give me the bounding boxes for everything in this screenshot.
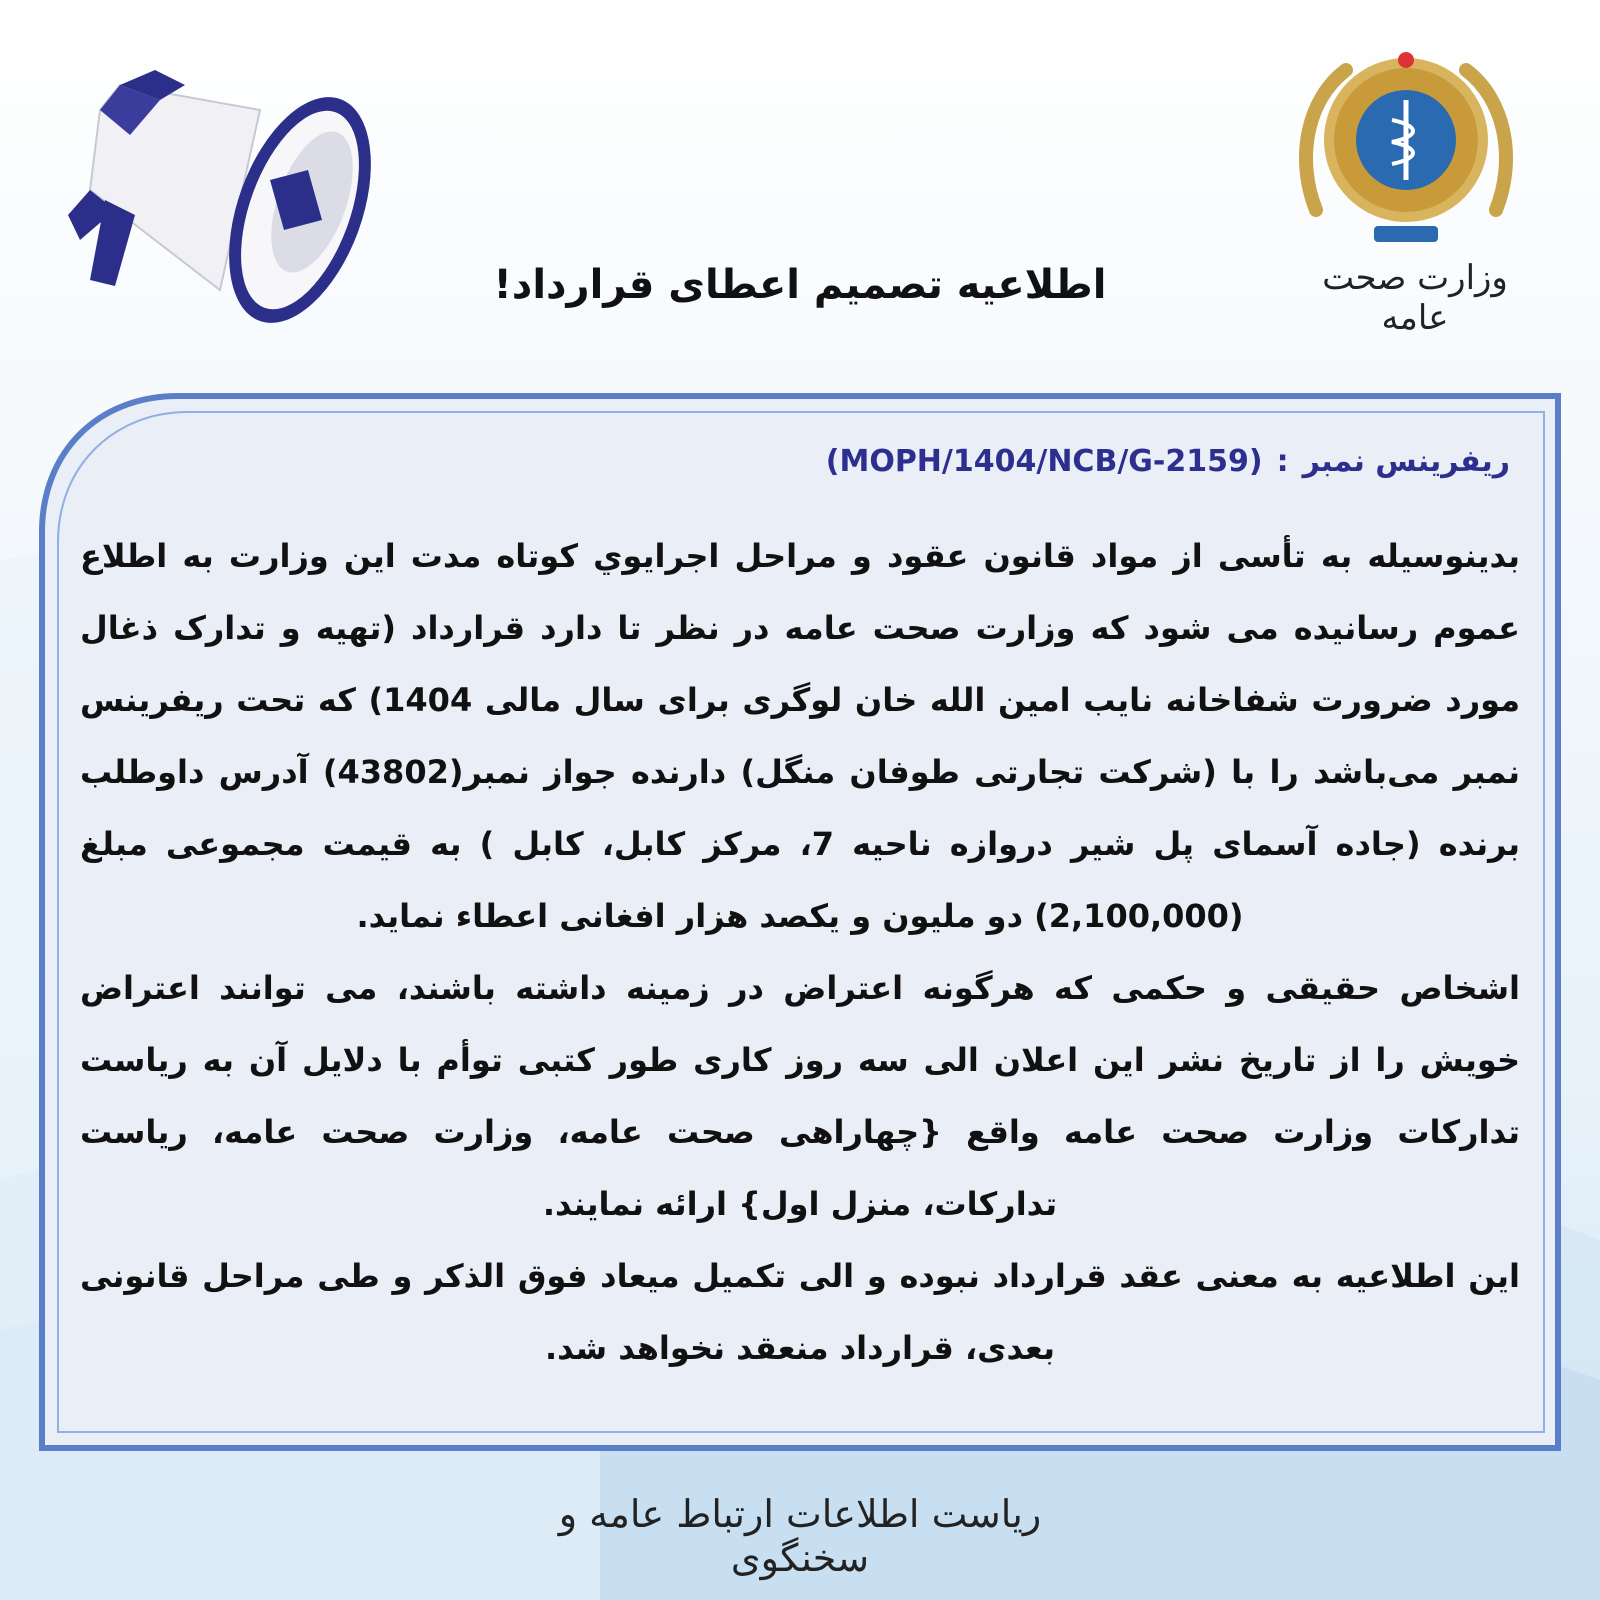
- notice-paragraph: اشخاص حقیقی و حکمی که هرگونه اعتراض در زمینه داشته باشند، می توانند اعتراض خویش را از تاریخ نشر این اعلان الی سه روز کاری طور کتبی توأم با دلایل آن به ریاست تدارکات وزارت صحت عامه واقع {چهاراهی صحت عامه، وزارت صحت عامه، ریاست تدارکات، منزل اول} ارائه نمایند.: [80, 969, 1520, 1223]
- reference-line: [826, 444, 1510, 479]
- ministry-calligraphy: وزارت صحت عامه: [1322, 258, 1508, 338]
- reference-separator: :: [1276, 444, 1289, 479]
- footer-calligraphy: ریاست اطلاعات ارتباط عامه و سخنگوی: [558, 1492, 1042, 1580]
- notice-body: [80, 520, 1520, 1384]
- ministry-logo-icon: [1296, 40, 1516, 250]
- page-title: اطلاعیه تصمیم اعطای قرارداد!: [493, 262, 1107, 308]
- notice-paragraph: این اطلاعیه به معنی عقد قرارداد نبوده و الی تکمیل میعاد فوق الذکر و طی مراحل قانونی بعدی، قرارداد منعقد نخواهد شد.: [80, 1257, 1520, 1367]
- reference-label: ریفرینس نمبر: [1302, 444, 1510, 479]
- notice-panel: [60, 420, 1540, 1430]
- notice-paragraph: بدینوسیله به تأسی از مواد قانون عقود و مراحل اجرایوي کوتاه مدت این وزارت به اطلاع عموم رسانیده می شود که وزارت صحت عامه در نظر تا دارد قرارداد (تهیه و تدارک ذغال مورد ضرورت شفاخانه نایب امین الله خان لوگری برای سال مالی 1404) که تحت ریفرینس نمبر می‌باشد را با (شرکت تجارتی طوفان منگل) دارنده جواز نمبر(43802) آدرس داوطلب برنده (جاده آسمای پل شیر دروازه ناحیه 7، مرکز کابل، کابل ) به قیمت مجموعی مبلغ (2,100,000) دو ملیون و یکصد هزار افغانی اعطاء نماید.: [80, 537, 1521, 935]
- reference-code: (MOPH/1404/NCB/G-2159): [825, 444, 1263, 479]
- megaphone-icon: [60, 40, 390, 330]
